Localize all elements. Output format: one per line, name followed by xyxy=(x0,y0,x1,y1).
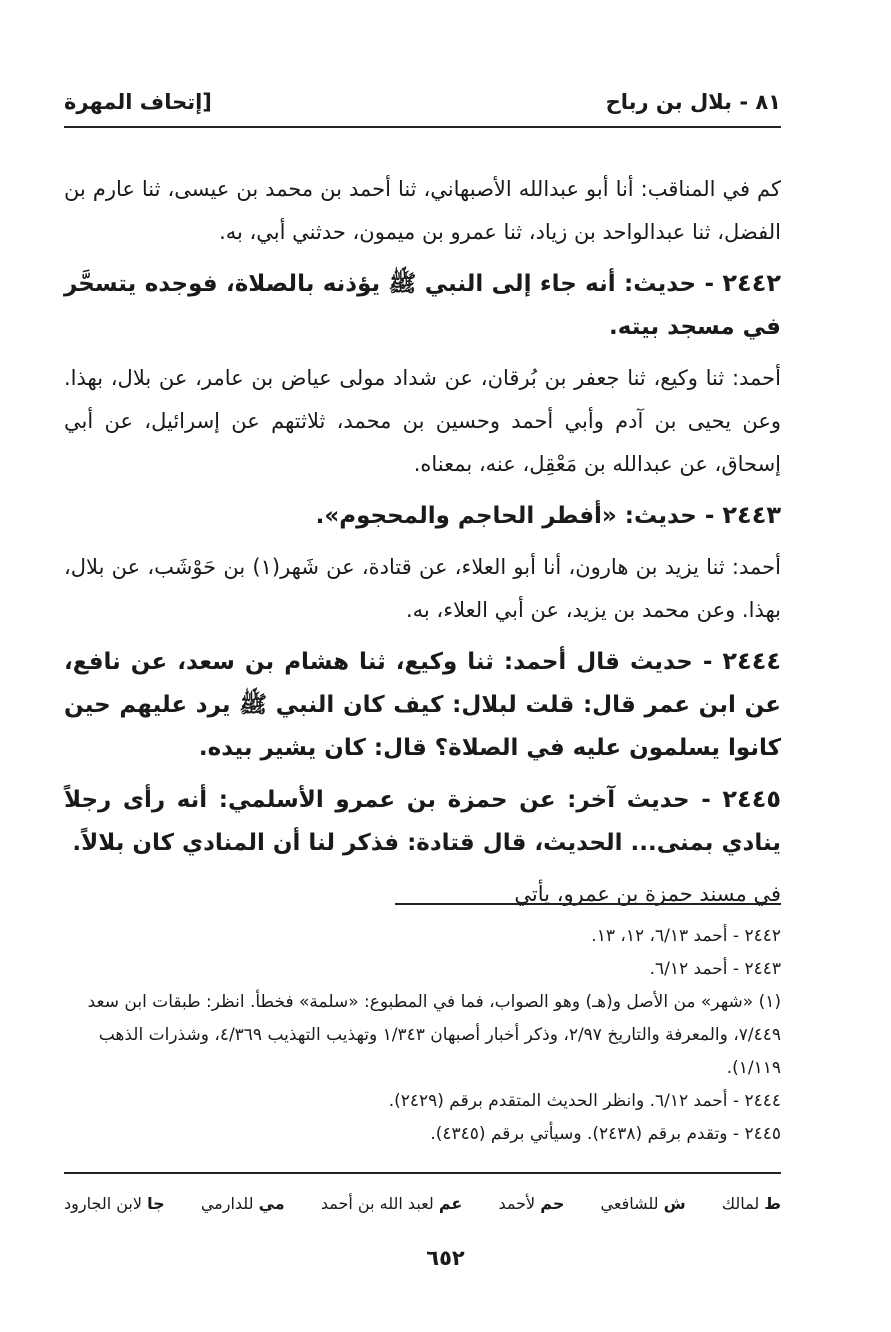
hadith-heading xyxy=(64,494,781,538)
legend-desc: لمالك xyxy=(721,1194,760,1213)
legend-item xyxy=(499,1190,565,1218)
header-divider xyxy=(64,126,781,128)
footnote-divider xyxy=(395,903,781,905)
hadith-number: ٢٤٤٣ xyxy=(722,501,781,529)
footnote: (١) «شهر» من الأصل و(هـ) وهو الصواب، فما في المطبوع: «سلمة» فخطأ. انظر: طبقات ابن سعد ٧/٤٤٩، والمعرفة والتاريخ ٢/٩٧، وذكر أخبار أصبهان ١/٣٤٣ وتهذيب التهذيب ٤/٣٦٩، وشذرات الذهب ١/١١٩). xyxy=(87,992,781,1078)
hadith-text: - حديث: أنه جاء إلى النبي ﷺ يؤذنه بالصلاة، فوجده يتسحَّر في مسجد بيته. xyxy=(64,271,781,340)
page-number: ٦٥٢ xyxy=(426,1246,465,1270)
chain-of-narration: أحمد: ثنا يزيد بن هارون، أنا أبو العلاء، عن قتادة، عن شَهر(١) بن حَوْشَب، عن بلال، بهذا. وعن محمد بن يزيد، عن أبي العلاء، به. xyxy=(64,555,781,622)
hadith-number: ٢٤٤٤ xyxy=(722,647,781,675)
footnote: ٢٤٤٣ - أحمد ٦/١٢. xyxy=(649,959,781,979)
hadith-number: ٢٤٤٢ xyxy=(722,269,781,297)
legend-abbr: حم xyxy=(540,1194,565,1213)
legend-abbr: جا xyxy=(147,1194,165,1213)
hadith-heading xyxy=(64,778,781,865)
hadith-heading xyxy=(64,640,781,770)
running-header xyxy=(64,84,781,120)
chain-of-narration: في مسند حمزة بن عمرو، يأتي xyxy=(514,882,781,906)
chain-of-narration: أحمد: ثنا وكيع، ثنا جعفر بن بُرقان، عن شداد مولى عياض بن عامر، عن بلال، بهذا. وعن يحيى بن آدم وأبي أحمد وحسين بن محمد، ثلاثتهم عن إسرائيل، عن أبي إسحاق، عن عبدالله بن مَعْقِل، عنه، بمعناه. xyxy=(64,366,781,476)
legend-desc: لابن الجارود xyxy=(64,1194,142,1213)
legend-desc: لعبد الله بن أحمد xyxy=(320,1194,434,1213)
hadith-text: - حديث آخر: عن حمزة بن عمرو الأسلمي: أنه رأى رجلاً ينادي بمنى... الحديث، قال قتادة: فذكر لنا أن المنادي كان بلالاً. xyxy=(64,787,781,856)
legend-abbr: مي xyxy=(258,1194,285,1213)
legend-item xyxy=(321,1190,462,1218)
legend-abbr: ش xyxy=(663,1194,686,1213)
legend-item xyxy=(201,1190,285,1218)
legend-item xyxy=(601,1190,686,1218)
hadith-text: - حديث: «أفطر الحاجم والمحجوم». xyxy=(315,503,715,529)
legend-item xyxy=(64,1190,165,1218)
legend-abbr: عم xyxy=(438,1194,463,1213)
abbreviation-legend xyxy=(64,1190,781,1218)
footnote: ٢٤٤٢ - أحمد ٦/١٣، ١٢، ١٣. xyxy=(591,926,781,946)
footnotes xyxy=(64,920,781,1151)
footnote: ٢٤٤٥ - وتقدم برقم (٢٤٣٨). وسيأتي برقم (٤٣٤٥). xyxy=(430,1124,781,1144)
legend-divider xyxy=(64,1172,781,1174)
legend-abbr: ط xyxy=(764,1194,781,1213)
legend-desc: لأحمد xyxy=(498,1194,536,1213)
hadith-number: ٢٤٤٥ xyxy=(722,785,781,813)
footnote: ٢٤٤٤ - أحمد ٦/١٢. وانظر الحديث المتقدم برقم (٢٤٢٩). xyxy=(388,1091,781,1111)
legend-desc: للشافعي xyxy=(600,1194,659,1213)
chapter-title: ٨١ - بلال بن رباح xyxy=(605,90,781,114)
hadith-text: - حديث قال أحمد: ثنا وكيع، ثنا هشام بن سعد، عن نافع، عن ابن عمر قال: قلت لبلال: كيف كان النبي ﷺ يرد عليهم حين كانوا يسلمون عليه في الصلاة؟ قال: كان يشير بيده. xyxy=(64,649,781,761)
legend-item xyxy=(722,1190,781,1218)
legend-desc: للدارمي xyxy=(200,1194,254,1213)
main-text xyxy=(64,168,781,924)
chain-of-narration: كم في المناقب: أنا أبو عبدالله الأصبهاني، ثنا أحمد بن محمد بن عيسى، ثنا عارم بن الفضل، ثنا عبدالواحد بن زياد، ثنا عمرو بن ميمون، حدثني أبي، به. xyxy=(64,177,781,244)
hadith-heading xyxy=(64,262,781,349)
book-title: [إتحاف المهرة xyxy=(64,90,212,114)
